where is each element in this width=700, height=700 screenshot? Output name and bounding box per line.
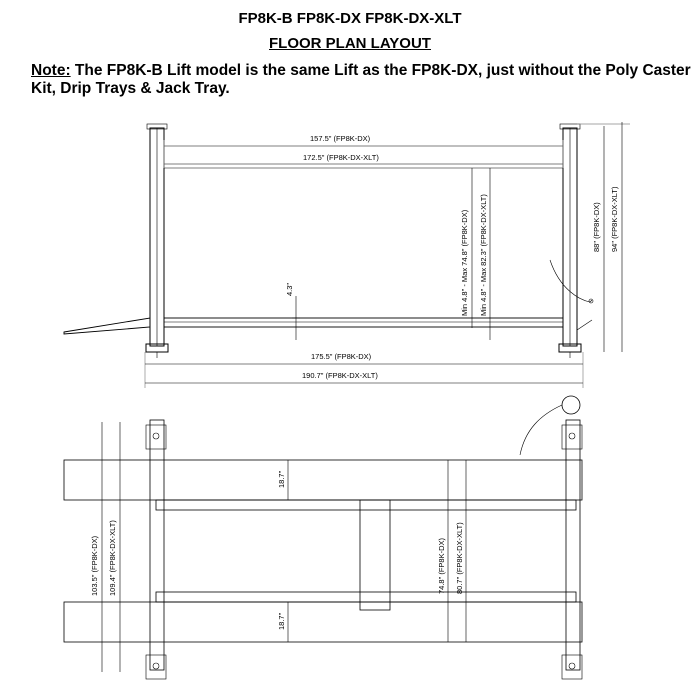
side-rise-xlt-label: Min 4.8" - Max 82.3" (FP8K-DX-XLT) <box>479 194 488 316</box>
side-view <box>64 122 630 388</box>
side-height-xlt-label: 94" (FP8K-DX-XLT) <box>610 186 619 252</box>
top-width-xlt-label: 109.4" (FP8K-DX-XLT) <box>108 520 117 596</box>
runway-top <box>64 460 582 500</box>
approach-ramp <box>64 318 150 334</box>
crossbeam-top <box>156 500 576 510</box>
note-text: The FP8K-B Lift model is the same Lift as the FP8K-DX, just without the Poly Caster Kit, Drip Trays & Jack Tray. <box>31 62 691 97</box>
side-width-xlt-label: 172.5" (FP8K-DX-XLT) <box>303 153 379 162</box>
top-width-dx-label: 103.5" (FP8K-DX) <box>90 535 99 596</box>
top-inside-dx-label: 74.8" (FP8K-DX) <box>437 537 446 594</box>
runway-bottom <box>64 602 582 642</box>
top-inside-xlt-label: 80.7" (FP8K-DX-XLT) <box>455 522 464 594</box>
runway-platform <box>164 318 563 327</box>
floor-plan-title: FLOOR PLAN LAYOUT <box>269 35 431 52</box>
side-rise-dx-label: Min 4.8" - Max 74.8" (FP8K-DX) <box>460 209 469 316</box>
top-track-top-label: 18.7" <box>277 470 286 488</box>
right-frame <box>566 420 580 670</box>
jack-tray <box>360 500 390 610</box>
side-height-dx-label: 88" (FP8K-DX) <box>592 202 601 252</box>
top-track-bottom-label: 18.7" <box>277 612 286 630</box>
power-unit <box>562 396 580 414</box>
left-frame <box>150 420 164 670</box>
side-length-dx-label: 175.5" (FP8K-DX) <box>311 352 372 361</box>
side-width-dx-label: 157.5" (FP8K-DX) <box>310 134 371 143</box>
hydraulic-hose <box>550 260 592 302</box>
top-view <box>64 396 582 679</box>
side-length-xlt-label: 190.7" (FP8K-DX-XLT) <box>302 371 378 380</box>
model-list-heading: FP8K-B FP8K-DX FP8K-DX-XLT <box>238 10 462 27</box>
crossbeam-bottom <box>156 592 576 602</box>
side-low-height-label: 4.3" <box>285 282 294 296</box>
note-label: Note: <box>31 62 71 79</box>
